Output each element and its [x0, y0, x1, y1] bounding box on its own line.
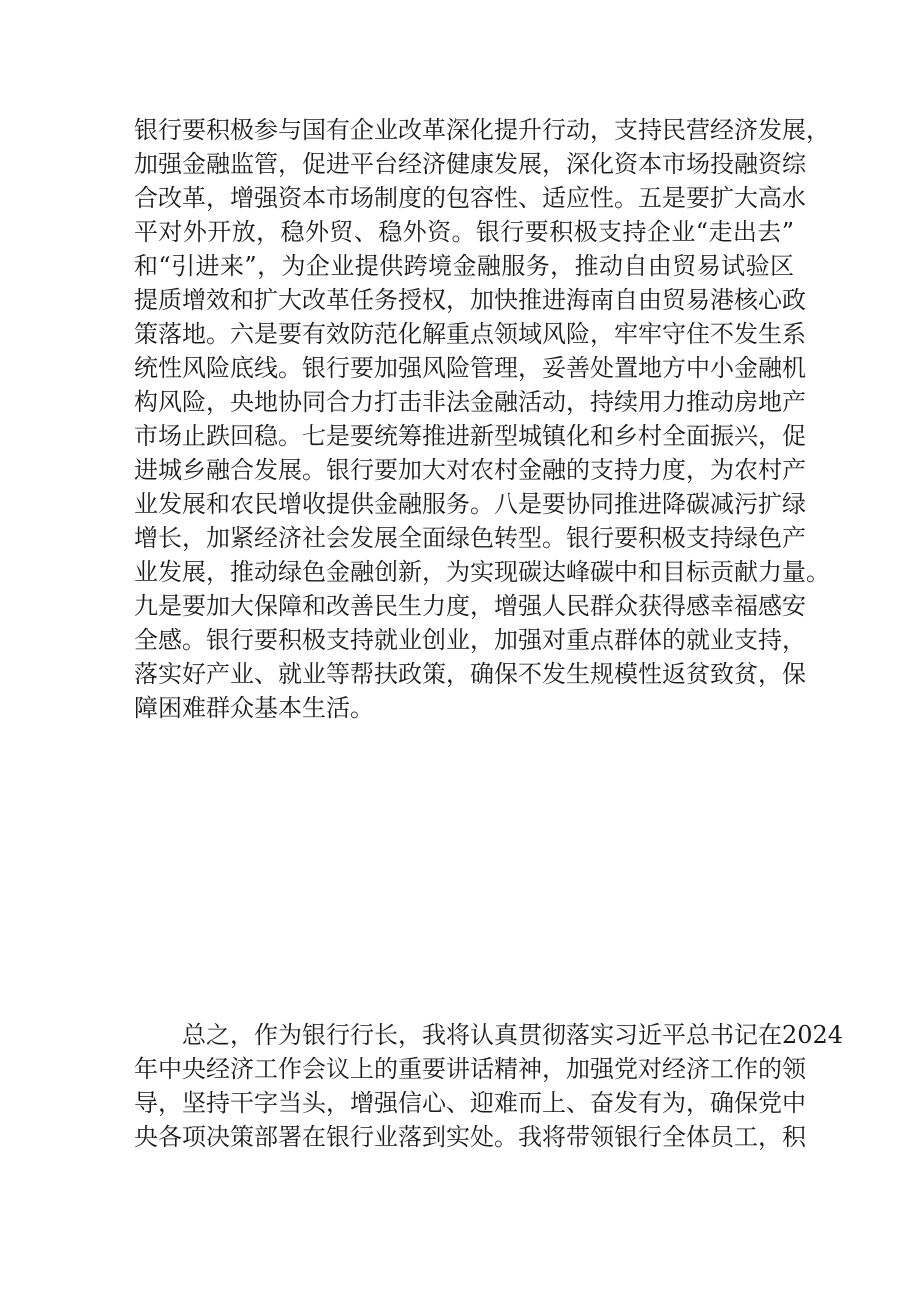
- text-line: 全感。银行要积极支持就业创业，加强对重点群体的就业支持，: [134, 626, 806, 654]
- text-line: 业发展，推动绿色金融创新，为实现碳达峰碳中和目标贡献力量。: [134, 558, 830, 586]
- text-line: 构风险，央地协同合力打击非法金融活动，持续用力推动房地产: [134, 388, 806, 416]
- text-line: 和“引进来”，为企业提供跨境金融服务，推动自由贸易试验区: [134, 252, 794, 280]
- text-line: 平对外开放，稳外贸、稳外资。银行要积极支持企业“走出去”: [134, 218, 794, 246]
- text-line: 加强金融监管，促进平台经济健康发展，深化资本市场投融资综: [134, 150, 806, 178]
- text-line: 合改革，增强资本市场制度的包容性、适应性。五是要扩大高水: [134, 184, 806, 212]
- text-line: 导，坚持干字当头，增强信心、迎难而上、奋发有为，确保党中: [134, 1089, 806, 1117]
- text-line: 统性风险底线。银行要加强风险管理，妥善处置地方中小金融机: [134, 354, 806, 382]
- text-line: 业发展和农民增收提供金融服务。八是要协同推进降碳减污扩绿: [134, 490, 806, 518]
- text-line: 增长，加紧经济社会发展全面绿色转型。银行要积极支持绿色产: [134, 524, 806, 552]
- text-line: 央各项决策部署在银行业落到实处。我将带领银行全体员工，积: [134, 1123, 806, 1151]
- text-line: 策落地。六是要有效防范化解重点领域风险，牢牢守住不发生系: [134, 320, 806, 348]
- text-line: 九是要加大保障和改善民生力度，增强人民群众获得感幸福感安: [134, 592, 806, 620]
- text-line: 落实好产业、就业等帮扶政策，确保不发生规模性返贫致贫，保: [134, 660, 806, 688]
- text-line: 银行要积极参与国有企业改革深化提升行动，支持民营经济发展，: [134, 116, 830, 144]
- body-paragraph-2: [134, 1018, 844, 1154]
- text-line: 障困难群众基本生活。: [134, 694, 374, 722]
- text-line: 提质增效和扩大改革任务授权，加快推进海南自由贸易港核心政: [134, 286, 806, 314]
- text-line: 市场止跌回稳。七是要统筹推进新型城镇化和乡村全面振兴，促: [134, 422, 806, 450]
- body-paragraph-1: [134, 113, 830, 725]
- text-line: 年中央经济工作会议上的重要讲话精神，加强党对经济工作的领: [134, 1055, 806, 1083]
- text-line: 总之，作为银行行长，我将认真贯彻落实习近平总书记在2024: [134, 1021, 844, 1049]
- text-line: 进城乡融合发展。银行要加大对农村金融的支持力度，为农村产: [134, 456, 806, 484]
